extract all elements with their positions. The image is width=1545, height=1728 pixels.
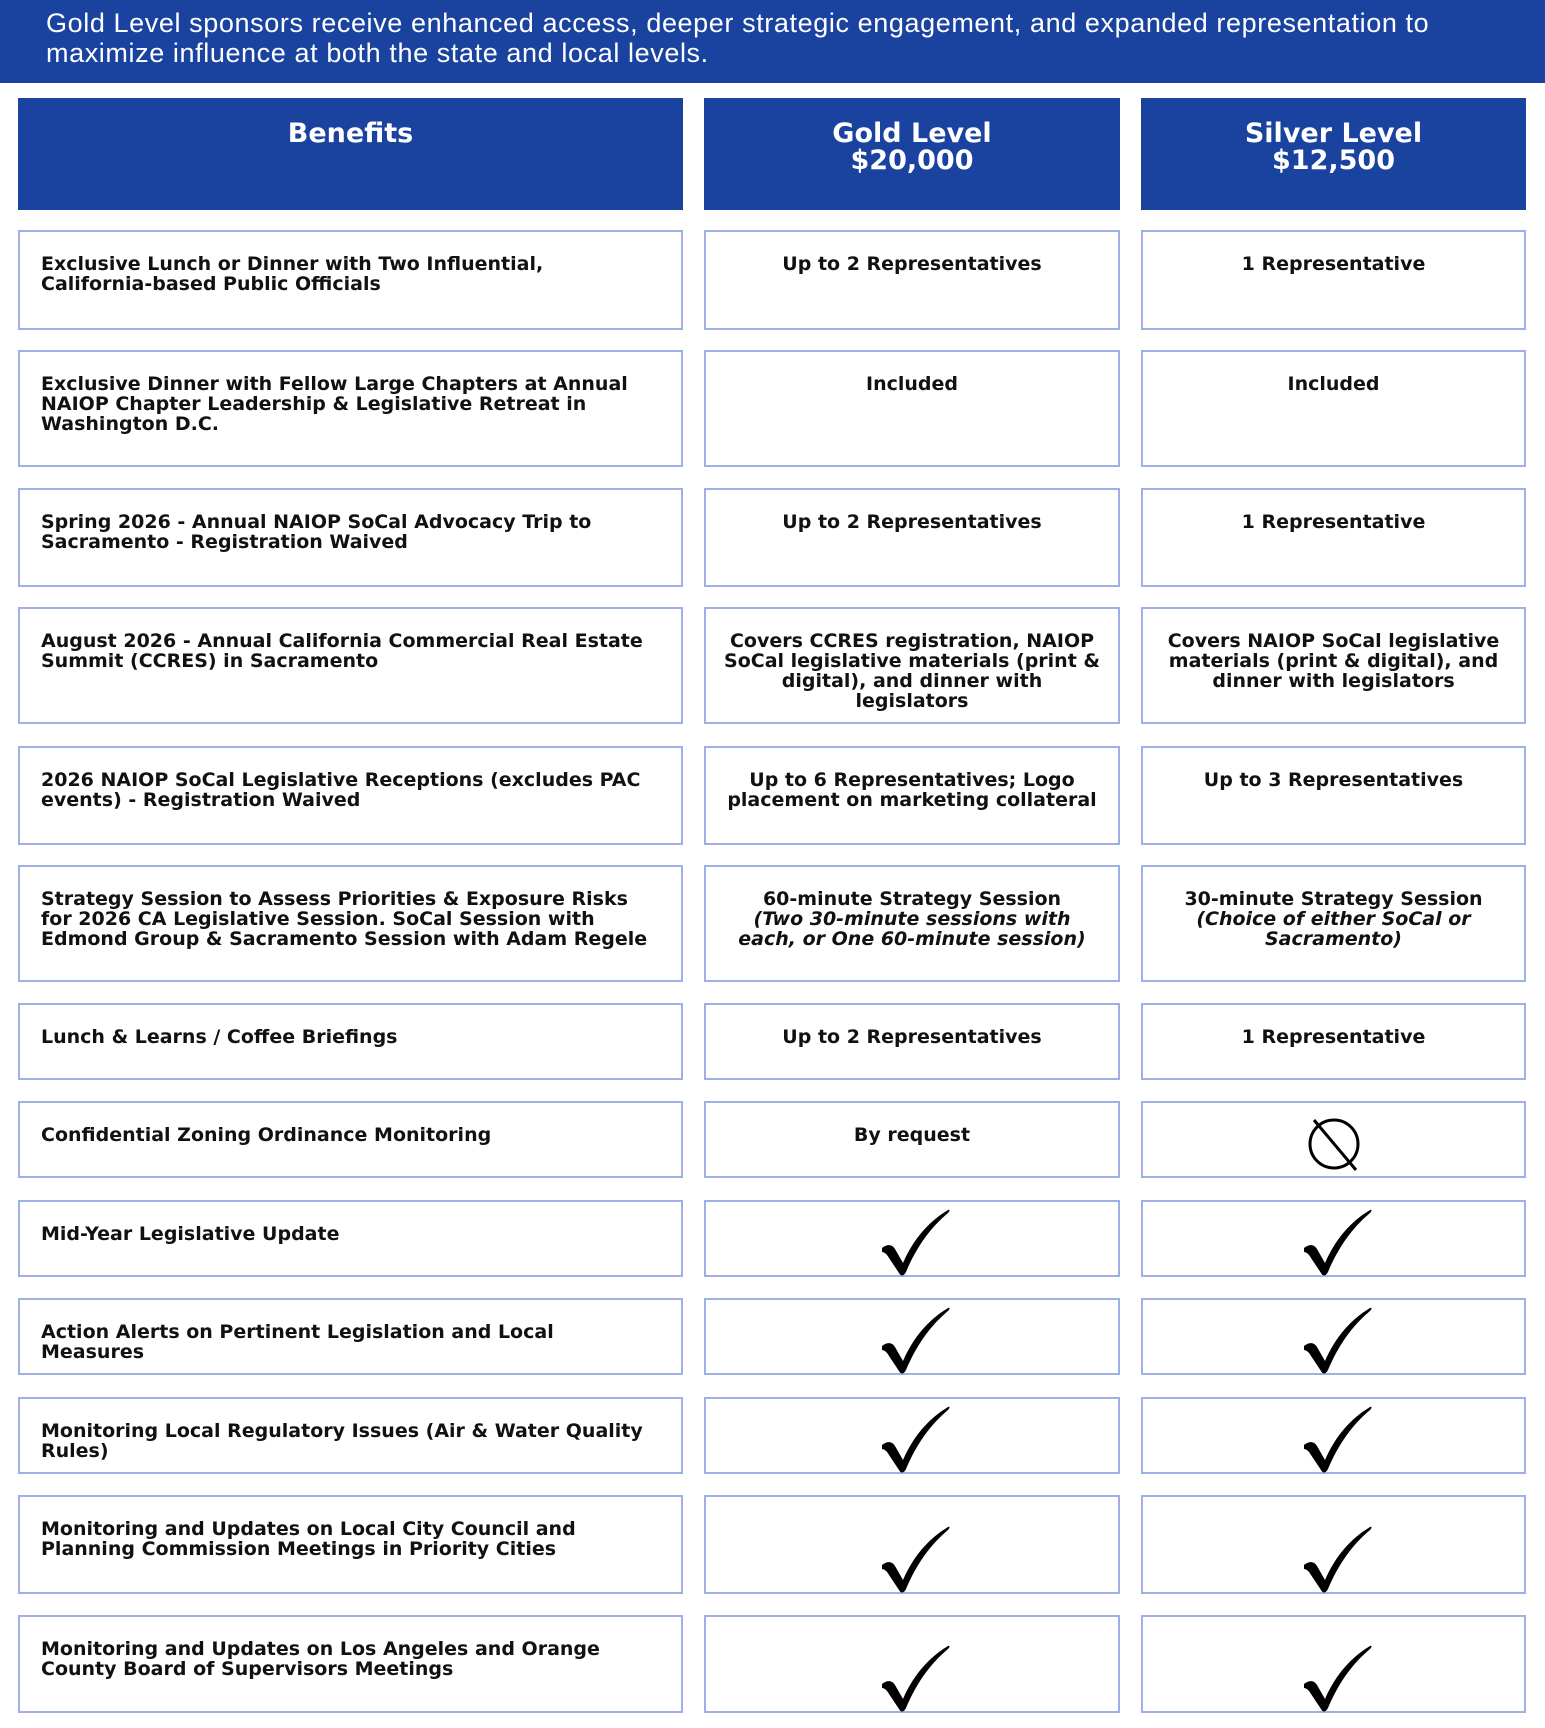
silver-cell: [1141, 865, 1526, 982]
not-available-icon: [1304, 1114, 1364, 1174]
benefit-cell: [18, 607, 683, 724]
icon-wrapper: [706, 1399, 1118, 1472]
icon-wrapper: [706, 1617, 1118, 1711]
silver-cell: [1141, 1495, 1526, 1594]
benefit-cell: [18, 746, 683, 845]
silver-note: (Choice of either SoCal or Sacramento): [1196, 908, 1471, 950]
icon-wrapper: [1143, 1202, 1524, 1275]
gold-value: 60-minute Strategy Session: [762, 888, 1062, 910]
gold-value: Covers CCRES registration, NAIOP SoCal legislative materials (print & digital), and dinner with legislators: [724, 630, 1100, 712]
gold-cell: [704, 1298, 1120, 1375]
gold-value: Up to 2 Representatives: [782, 1026, 1042, 1048]
icon-wrapper: [1143, 1497, 1524, 1592]
silver-cell: [1141, 1200, 1526, 1277]
silver-value: 1 Representative: [1241, 511, 1426, 533]
checkmark-icon: [878, 1525, 950, 1595]
benefit-cell: [18, 1101, 683, 1178]
icon-wrapper: [706, 1497, 1118, 1592]
silver-value: 1 Representative: [1241, 1026, 1426, 1048]
silver-value: Covers NAIOP SoCal legislative materials (print & digital), and dinner with legislators: [1167, 630, 1500, 692]
gold-level-name: Gold Level: [832, 118, 992, 149]
benefit-text: Action Alerts on Pertinent Legislation and Local Measures: [41, 1321, 554, 1363]
silver-value: Included: [1287, 373, 1380, 395]
benefit-cell: [18, 230, 683, 330]
gold-cell: [704, 1003, 1120, 1080]
gold-cell: [704, 607, 1120, 724]
silver-level-name: Silver Level: [1244, 118, 1423, 149]
gold-cell: [704, 746, 1120, 845]
icon-wrapper: [1143, 1399, 1524, 1472]
silver-cell: [1141, 1003, 1526, 1080]
checkmark-icon: [1300, 1208, 1372, 1278]
gold-value: Up to 2 Representatives: [782, 253, 1042, 275]
benefit-text: Strategy Session to Assess Priorities & Exposure Risks for 2026 CA Legislative Session. SoCal Session with Edmond Group & Sacramento Session with Adam Regele: [41, 888, 648, 950]
benefit-cell: [18, 865, 683, 982]
checkmark-icon: [878, 1405, 950, 1475]
header-gold-level: [704, 98, 1120, 210]
gold-cell: [704, 230, 1120, 330]
silver-cell: [1141, 1397, 1526, 1474]
benefit-cell: [18, 1397, 683, 1474]
silver-cell: [1141, 230, 1526, 330]
gold-value: Up to 2 Representatives: [782, 511, 1042, 533]
benefit-text: Spring 2026 - Annual NAIOP SoCal Advocacy Trip to Sacramento - Registration Waived: [41, 511, 592, 553]
checkmark-icon: [1300, 1525, 1372, 1595]
checkmark-icon: [878, 1644, 950, 1714]
benefit-text: Monitoring Local Regulatory Issues (Air & Water Quality Rules): [41, 1420, 643, 1462]
gold-cell: [704, 488, 1120, 587]
benefit-text: Exclusive Dinner with Fellow Large Chapters at Annual NAIOP Chapter Leadership & Legislative Retreat in Washington D.C.: [41, 373, 628, 435]
intro-text: Gold Level sponsors receive enhanced access, deeper strategic engagement, and expanded representation to maximize influence at both the state and local levels.: [46, 8, 1430, 68]
gold-value: Up to 6 Representatives; Logo placement on marketing collateral: [727, 769, 1097, 811]
benefit-cell: [18, 1003, 683, 1080]
benefit-cell: [18, 1495, 683, 1594]
silver-cell: [1141, 1298, 1526, 1375]
benefit-text: Lunch & Learns / Coffee Briefings: [41, 1026, 398, 1048]
gold-cell: [704, 1101, 1120, 1178]
benefit-cell: [18, 350, 683, 467]
gold-level-price: $20,000: [850, 145, 974, 176]
header-silver-level: [1141, 98, 1526, 210]
silver-cell: [1141, 488, 1526, 587]
checkmark-icon: [1300, 1405, 1372, 1475]
gold-cell: [704, 1397, 1120, 1474]
gold-value: Included: [866, 373, 958, 395]
checkmark-icon: [1300, 1306, 1372, 1376]
gold-cell: [704, 865, 1120, 982]
benefit-text: Monitoring and Updates on Local City Council and Planning Commission Meetings in Priority Cities: [41, 1518, 576, 1560]
gold-cell: [704, 350, 1120, 467]
silver-value: 1 Representative: [1241, 253, 1426, 275]
icon-wrapper: [1143, 1103, 1524, 1176]
silver-cell: [1141, 746, 1526, 845]
benefit-text: Exclusive Lunch or Dinner with Two Influential, California-based Public Officials: [41, 253, 544, 295]
gold-note: (Two 30-minute sessions with each, or One 60-minute session): [738, 908, 1086, 950]
silver-cell: [1141, 1101, 1526, 1178]
silver-cell: [1141, 1615, 1526, 1713]
icon-wrapper: [706, 1300, 1118, 1373]
icon-wrapper: [706, 1202, 1118, 1275]
benefit-text: August 2026 - Annual California Commercial Real Estate Summit (CCRES) in Sacramento: [41, 630, 643, 672]
silver-cell: [1141, 607, 1526, 724]
benefit-text: Monitoring and Updates on Los Angeles and Orange County Board of Supervisors Meetings: [41, 1638, 600, 1680]
header-benefits-label: Benefits: [287, 118, 414, 149]
silver-value: Up to 3 Representatives: [1203, 769, 1464, 791]
gold-cell: [704, 1495, 1120, 1594]
icon-wrapper: [1143, 1617, 1524, 1711]
silver-cell: [1141, 350, 1526, 467]
benefit-text: Confidential Zoning Ordinance Monitoring: [41, 1124, 492, 1146]
benefit-text: 2026 NAIOP SoCal Legislative Receptions (excludes PAC events) - Registration Waived: [41, 769, 641, 811]
header-benefits: [18, 98, 683, 210]
checkmark-icon: [878, 1306, 950, 1376]
benefit-cell: [18, 1615, 683, 1713]
checkmark-icon: [1300, 1644, 1372, 1714]
intro-banner: [0, 0, 1545, 83]
silver-value: 30-minute Strategy Session: [1184, 888, 1483, 910]
gold-value: By request: [853, 1124, 971, 1146]
benefit-cell: [18, 1298, 683, 1375]
gold-cell: [704, 1200, 1120, 1277]
benefit-cell: [18, 488, 683, 587]
silver-level-price: $12,500: [1272, 145, 1395, 176]
icon-wrapper: [1143, 1300, 1524, 1373]
benefit-text: Mid-Year Legislative Update: [41, 1223, 340, 1245]
benefit-cell: [18, 1200, 683, 1277]
gold-cell: [704, 1615, 1120, 1713]
checkmark-icon: [878, 1208, 950, 1278]
